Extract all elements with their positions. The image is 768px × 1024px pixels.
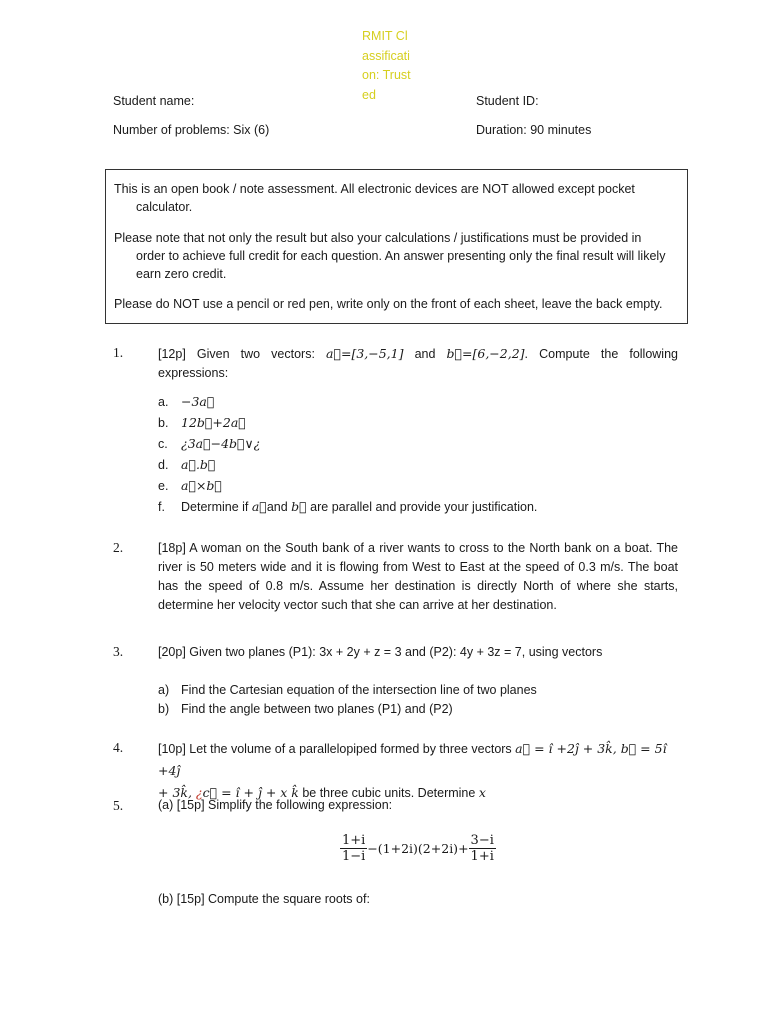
fraction-1-numerator: 1+i — [342, 833, 366, 848]
q1-item-c — [158, 434, 260, 454]
q5-part-a: (a) [15p] Simplify the following expression: — [158, 798, 393, 812]
instruction-pen: Please do NOT use a pencil or red pen, write only on the front of each sheet, leave the back empty. — [114, 297, 663, 311]
q1-item-f-pre: Determine if — [181, 500, 252, 514]
q1-item-c-label: c. — [158, 437, 168, 451]
classification-label: RMIT Classification: Trusted — [362, 29, 411, 102]
q1-and: and — [403, 347, 447, 361]
q4-artifact-mark: ¿ — [195, 785, 203, 800]
q1-item-a — [158, 392, 214, 412]
question-2-text: [18p] A woman on the South bank of a river wants to cross to the North bank on a boat. The river is 50 meters wide and it is flowing from West to East at the speed of 0.3 m/s. The boat has the speed of 0.8 m/s. Assume her destination is directly North of where she starts, determine her velocity vector such that she can arrive at her destination. — [158, 541, 678, 612]
student-id-label: Student ID: — [476, 94, 539, 108]
q5-part-b: (b) [15p] Compute the square roots of: — [158, 892, 370, 906]
q4-unknown-x: x — [478, 785, 486, 800]
q1-item-f-mid: and — [266, 500, 292, 514]
fraction-1 — [340, 833, 367, 864]
instruction-calculations-rest: order to achieve full credit for each question. An answer presenting only the final result will likely earn zero credit. — [136, 249, 666, 281]
q1-item-e — [158, 476, 222, 496]
q1-item-f-vec-b: b⃗ — [291, 499, 307, 514]
q4-vectors-ab: a⃗ = î +2ĵ + 3k̂, b⃗ = 5î +4ĵ — [158, 741, 667, 778]
q4-line-1 — [158, 738, 688, 782]
q4-vector-b-tail: + 3k̂, — [158, 785, 196, 800]
q1-task: . Compute the following expressions: — [158, 347, 678, 380]
q4-task: be three cubic units. Determine — [298, 786, 479, 800]
q3-item-a-label: a) — [158, 683, 170, 697]
vector-a: a⃗=[3,−5,1] — [326, 346, 404, 361]
q1-item-a-expr: −3a⃗ — [181, 394, 215, 409]
expression-middle: −(1+2i)(2+2i)+ — [367, 841, 469, 856]
vector-b: b⃗=[6,−2,2] — [446, 346, 525, 361]
question-4-text — [158, 738, 688, 804]
instruction-calculations — [114, 229, 674, 283]
question-number-3: 3. — [113, 644, 124, 659]
question-1-text — [158, 344, 678, 383]
q1-item-e-expr: a⃗×b⃗ — [181, 478, 222, 493]
instructions-box — [105, 169, 688, 324]
q1-item-d — [158, 455, 215, 475]
q1-item-e-label: e. — [158, 479, 169, 493]
q1-item-f-post: are parallel and provide your justification. — [306, 500, 538, 514]
question-number-4: 4. — [113, 740, 124, 755]
q3-item-b-text: Find the angle between two planes (P1) and (P2) — [181, 702, 453, 716]
student-name-label: Student name: — [113, 94, 195, 108]
q4-vector-c: c⃗ = î + ĵ + x k̂ — [202, 785, 299, 800]
q1-item-f-label: f. — [158, 500, 165, 514]
fraction-1-denominator: 1−i — [342, 849, 366, 864]
q1-item-b — [158, 413, 246, 433]
instruction-calculations-line1: Please note that not only the result but also your calculations / justifications must be provided in — [114, 231, 642, 245]
instruction-open-book — [114, 180, 674, 216]
fraction-2-denominator: 1+i — [470, 849, 494, 864]
q5-expression — [340, 833, 496, 864]
q1-item-f-vec-a: a⃗ — [251, 499, 267, 514]
q1-item-a-label: a. — [158, 395, 169, 409]
question-number-2: 2. — [113, 540, 124, 555]
instruction-open-book-line1: This is an open book / note assessment. All electronic devices are NOT allowed except pocket — [114, 182, 635, 196]
q3-item-a-text: Find the Cartesian equation of the intersection line of two planes — [181, 683, 537, 697]
fraction-2-numerator: 3−i — [470, 833, 494, 848]
q3-item-b — [158, 699, 453, 719]
q3-item-b-label: b) — [158, 702, 170, 716]
q1-item-c-expr: ¿3a⃗−4b⃗∨¿ — [181, 436, 261, 451]
instruction-open-book-line2: calculator. — [136, 200, 193, 214]
q1-item-b-expr: 12b⃗+2a⃗ — [181, 415, 246, 430]
question-number-1: 1. — [113, 345, 124, 360]
q4-intro: [10p] Let the volume of a parallelopiped formed by three vectors — [158, 742, 516, 756]
question-3-text: [20p] Given two planes (P1): 3x + 2y + z = 3 and (P2): 4y + 3z = 7, using vectors — [158, 645, 603, 659]
q1-item-f — [158, 497, 537, 517]
q1-item-d-label: d. — [158, 458, 169, 472]
question-number-5: 5. — [113, 798, 124, 813]
duration-label: Duration: 90 minutes — [476, 123, 592, 137]
fraction-2 — [469, 833, 496, 864]
q1-item-b-label: b. — [158, 416, 169, 430]
q1-item-d-expr: a⃗.b⃗ — [181, 457, 216, 472]
num-problems-label: Number of problems: Six (6) — [113, 123, 270, 137]
q3-item-a — [158, 680, 537, 700]
q1-intro: [12p] Given two vectors: — [158, 347, 327, 361]
